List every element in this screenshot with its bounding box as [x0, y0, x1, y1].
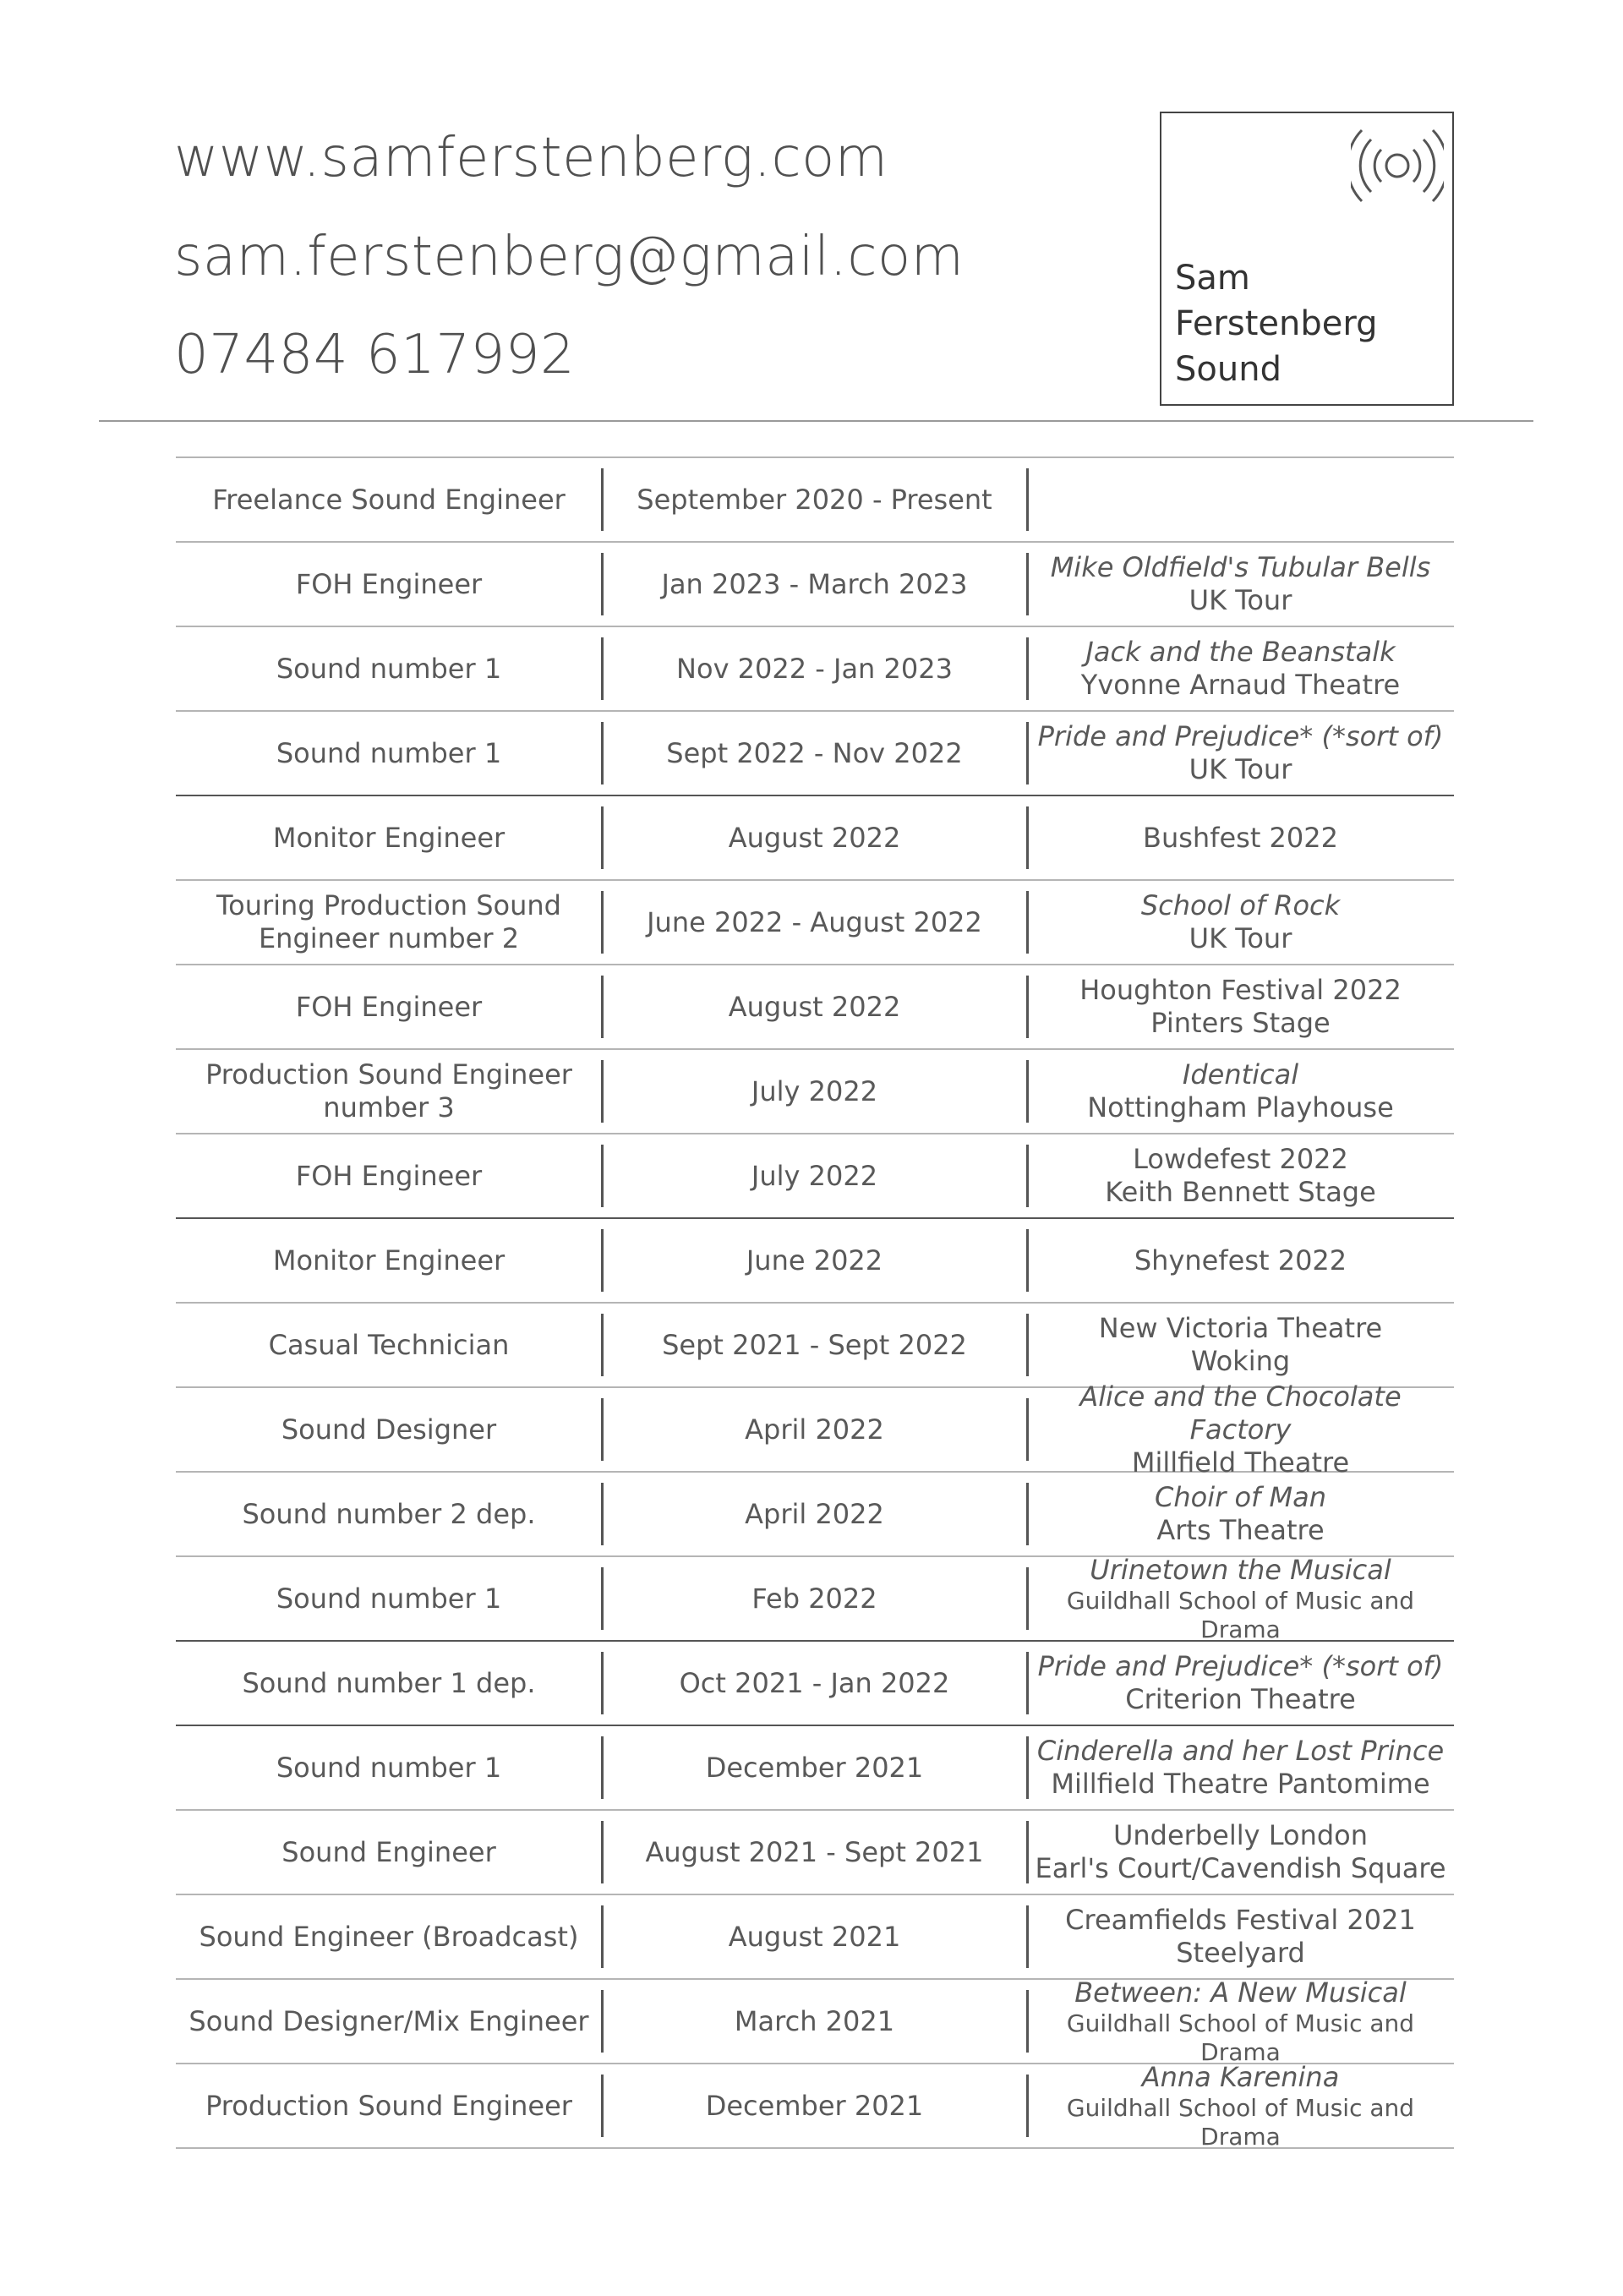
dates-cell: [602, 965, 1027, 1048]
production-cell: [1027, 1050, 1454, 1133]
website-url: www.samferstenberg.com: [174, 127, 888, 189]
broadcast-icon: [1351, 127, 1444, 211]
column-divider: [1026, 1229, 1029, 1292]
dates-text: December 2021: [705, 2089, 924, 2122]
table-row: [176, 1726, 1454, 1811]
table-row: [176, 1642, 1454, 1726]
production-cell: [1027, 627, 1454, 710]
role-text: FOH Engineer: [295, 567, 483, 600]
role-text: Sound Designer/Mix Engineer: [189, 2004, 589, 2037]
table-row: [176, 965, 1454, 1050]
role-cell: [176, 627, 602, 710]
column-divider: [601, 1736, 604, 1799]
column-divider: [601, 722, 604, 784]
venue-text: Arts Theatre: [1156, 1514, 1325, 1546]
dates-cell: [602, 1726, 1027, 1809]
logo-line: Sound: [1175, 350, 1281, 389]
role-text: Sound number 1: [276, 652, 502, 685]
production-cell: [1027, 712, 1454, 795]
column-divider: [601, 1229, 604, 1292]
column-divider: [601, 891, 604, 954]
column-divider: [601, 1483, 604, 1545]
role-cell: [176, 1304, 602, 1386]
dates-text: August 2022: [728, 821, 901, 854]
dates-text: Jan 2023 - March 2023: [661, 567, 968, 600]
column-divider: [1026, 1314, 1029, 1376]
role-text: Freelance Sound Engineer: [212, 483, 566, 516]
dates-text: Feb 2022: [751, 1582, 877, 1615]
dates-cell: [602, 2064, 1027, 2147]
table-row: [176, 1219, 1454, 1304]
production-title: Alice and the Chocolate Factory: [1079, 1380, 1402, 1446]
dates-text: September 2020 - Present: [637, 483, 992, 516]
venue-text: Keith Bennett Stage: [1105, 1176, 1376, 1208]
production-cell: [1027, 1976, 1454, 2066]
venue-text: Nottingham Playhouse: [1087, 1091, 1394, 1123]
dates-text: June 2022: [746, 1244, 883, 1276]
role-text: Sound number 1: [276, 1751, 502, 1784]
column-divider: [1026, 1398, 1029, 1461]
production-title: New Victoria Theatre: [1098, 1312, 1383, 1344]
role-text: number 3: [323, 1091, 455, 1123]
role-cell: [176, 1980, 602, 2063]
role-text: Sound Engineer: [281, 1835, 496, 1868]
venue-text: Guildhall School of Music and Drama: [1066, 1586, 1415, 1643]
dates-cell: [602, 1642, 1027, 1725]
dates-cell: [602, 1473, 1027, 1555]
column-divider: [601, 1398, 604, 1461]
dates-text: August 2022: [728, 990, 901, 1023]
dates-text: Sept 2021 - Sept 2022: [662, 1328, 967, 1361]
venue-text: Millfield Theatre: [1131, 1446, 1350, 1479]
role-cell: [176, 458, 602, 541]
column-divider: [601, 1145, 604, 1207]
venue-text: Earl's Court/Cavendish Square: [1035, 1852, 1446, 1884]
column-divider: [1026, 1145, 1029, 1207]
table-row: [176, 1380, 1454, 1479]
production-cell: [1027, 1380, 1454, 1479]
role-cell: [176, 1219, 602, 1302]
logo: [1160, 112, 1454, 406]
production-title: Houghton Festival 2022: [1079, 974, 1402, 1006]
logo-line: Sam: [1175, 259, 1250, 298]
table-row: [176, 1976, 1454, 2066]
dates-cell: [602, 1811, 1027, 1894]
production-cell: [1027, 1304, 1454, 1386]
venue-text: UK Tour: [1189, 584, 1292, 616]
column-divider: [601, 1652, 604, 1714]
production-cell: [1027, 881, 1454, 964]
venue-text: Millfield Theatre Pantomime: [1051, 1768, 1430, 1800]
venue-text: Criterion Theatre: [1125, 1683, 1356, 1715]
production-title: Urinetown the Musical: [1090, 1553, 1391, 1586]
role-text: Monitor Engineer: [272, 1244, 505, 1276]
role-cell: [176, 881, 602, 964]
production-cell: [1027, 2060, 1454, 2151]
table-row: [176, 1553, 1454, 1643]
production-title: Jack and the Beanstalk: [1085, 636, 1396, 668]
production-title: Mike Oldfield's Tubular Bells: [1050, 551, 1431, 583]
role-cell: [176, 965, 602, 1048]
column-divider: [601, 2075, 604, 2137]
dates-text: July 2022: [751, 1159, 878, 1192]
table-row: [176, 712, 1454, 796]
dates-cell: [602, 1557, 1027, 1640]
dates-text: April 2022: [745, 1497, 884, 1530]
table-row: [176, 1473, 1454, 1557]
production-cell: [1027, 796, 1454, 879]
column-divider: [1026, 468, 1029, 531]
production-title: Underbelly London: [1112, 1819, 1369, 1851]
dates-cell: [602, 543, 1027, 626]
table-row: [176, 1304, 1454, 1388]
production-cell: [1027, 1134, 1454, 1217]
column-divider: [1026, 1567, 1029, 1630]
header-divider: [99, 420, 1533, 422]
production-cell: [1027, 1553, 1454, 1643]
column-divider: [1026, 1821, 1029, 1883]
logo-line: Ferstenberg: [1175, 304, 1378, 343]
role-cell: [176, 796, 602, 879]
venue-text: UK Tour: [1189, 753, 1292, 785]
role-cell: [176, 1557, 602, 1640]
dates-text: August 2021 - Sept 2021: [645, 1835, 984, 1868]
production-title: Pride and Prejudice* (*sort of): [1037, 720, 1444, 752]
column-divider: [1026, 1652, 1029, 1714]
production-cell: [1027, 458, 1454, 541]
role-text: Touring Production Sound: [216, 889, 561, 921]
role-text: Monitor Engineer: [272, 821, 505, 854]
dates-cell: [602, 458, 1027, 541]
role-text: Sound Designer: [281, 1413, 497, 1446]
column-divider: [601, 468, 604, 531]
production-title: Pride and Prejudice* (*sort of): [1037, 1650, 1444, 1682]
role-text: Sound number 1 dep.: [242, 1666, 536, 1699]
production-cell: [1027, 965, 1454, 1048]
column-divider: [601, 1905, 604, 1968]
role-cell: [176, 1811, 602, 1894]
column-divider: [1026, 1990, 1029, 2053]
production-cell: [1027, 1726, 1454, 1809]
dates-cell: [602, 712, 1027, 795]
venue-text: Guildhall School of Music and Drama: [1066, 2009, 1415, 2066]
column-divider: [601, 1821, 604, 1883]
production-cell: [1027, 1811, 1454, 1894]
table-row: [176, 1895, 1454, 1980]
dates-cell: [602, 881, 1027, 964]
column-divider: [601, 553, 604, 615]
table-row: [176, 543, 1454, 627]
role-cell: [176, 712, 602, 795]
table-row: [176, 796, 1454, 881]
column-divider: [1026, 553, 1029, 615]
dates-cell: [602, 1980, 1027, 2063]
production-title: Choir of Man: [1155, 1481, 1326, 1513]
production-cell: [1027, 1642, 1454, 1725]
column-divider: [1026, 1736, 1029, 1799]
production-title: Bushfest 2022: [1143, 821, 1338, 854]
production-cell: [1027, 1473, 1454, 1555]
column-divider: [601, 1060, 604, 1123]
logo-text: [1175, 255, 1378, 392]
column-divider: [601, 1990, 604, 2053]
production-title: Lowdefest 2022: [1133, 1143, 1348, 1175]
role-text: Casual Technician: [268, 1328, 510, 1361]
column-divider: [1026, 1905, 1029, 1968]
phone-number: 07484 617992: [174, 324, 576, 386]
role-cell: [176, 543, 602, 626]
dates-cell: [602, 1134, 1027, 1217]
dates-cell: [602, 1895, 1027, 1978]
column-divider: [1026, 1060, 1029, 1123]
dates-text: Oct 2021 - Jan 2022: [679, 1666, 950, 1699]
production-title: Creamfields Festival 2021: [1065, 1904, 1416, 1936]
column-divider: [1026, 2075, 1029, 2137]
dates-text: July 2022: [751, 1074, 878, 1107]
column-divider: [601, 1314, 604, 1376]
production-title: Between: A New Musical: [1074, 1976, 1407, 2009]
role-cell: [176, 1388, 602, 1471]
role-cell: [176, 1726, 602, 1809]
table-row: [176, 1811, 1454, 1895]
column-divider: [1026, 976, 1029, 1038]
dates-text: April 2022: [745, 1413, 884, 1446]
table-row: [176, 2060, 1454, 2151]
dates-text: June 2022 - August 2022: [647, 905, 982, 938]
production-cell: [1027, 1895, 1454, 1978]
role-cell: [176, 1134, 602, 1217]
role-text: Production Sound Engineer: [205, 1058, 572, 1091]
production-cell: [1027, 1219, 1454, 1302]
production-title: Shynefest 2022: [1134, 1244, 1347, 1276]
table-row: [176, 458, 1454, 543]
role-cell: [176, 1895, 602, 1978]
role-text: Production Sound Engineer: [205, 2089, 572, 2122]
dates-text: August 2021: [728, 1920, 901, 1953]
role-text: FOH Engineer: [295, 990, 483, 1023]
dates-cell: [602, 1050, 1027, 1133]
production-title: Anna Karenina: [1141, 2060, 1340, 2093]
venue-text: Pinters Stage: [1150, 1007, 1331, 1039]
role-text: Sound number 1: [276, 736, 502, 769]
role-text: Engineer number 2: [258, 922, 520, 954]
dates-text: December 2021: [705, 1751, 924, 1784]
venue-text: Guildhall School of Music and Drama: [1066, 2093, 1415, 2151]
dates-cell: [602, 1388, 1027, 1471]
column-divider: [601, 1567, 604, 1630]
production-title: School of Rock: [1140, 889, 1341, 921]
credits-table: [176, 456, 1454, 2149]
role-cell: [176, 2064, 602, 2147]
table-row: [176, 1050, 1454, 1134]
dates-cell: [602, 1304, 1027, 1386]
column-divider: [601, 637, 604, 700]
table-row: [176, 1134, 1454, 1219]
table-row: [176, 627, 1454, 712]
role-text: FOH Engineer: [295, 1159, 483, 1192]
role-cell: [176, 1050, 602, 1133]
dates-text: March 2021: [734, 2004, 895, 2037]
column-divider: [601, 806, 604, 869]
dates-cell: [602, 1219, 1027, 1302]
venue-text: Steelyard: [1176, 1937, 1305, 1969]
production-title: Cinderella and her Lost Prince: [1036, 1735, 1445, 1767]
column-divider: [601, 976, 604, 1038]
table-row: [176, 881, 1454, 965]
column-divider: [1026, 891, 1029, 954]
venue-text: UK Tour: [1189, 922, 1292, 954]
production-cell: [1027, 543, 1454, 626]
column-divider: [1026, 722, 1029, 784]
column-divider: [1026, 637, 1029, 700]
production-title: Identical: [1182, 1058, 1299, 1091]
dates-text: Sept 2022 - Nov 2022: [666, 736, 963, 769]
dates-cell: [602, 627, 1027, 710]
venue-text: Yvonne Arnaud Theatre: [1080, 669, 1401, 701]
role-cell: [176, 1473, 602, 1555]
dates-cell: [602, 796, 1027, 879]
role-text: Sound Engineer (Broadcast): [199, 1920, 579, 1953]
email-address: sam.ferstenberg@gmail.com: [174, 226, 965, 288]
role-cell: [176, 1642, 602, 1725]
column-divider: [1026, 1483, 1029, 1545]
role-text: Sound number 2 dep.: [242, 1497, 536, 1530]
venue-text: Woking: [1190, 1345, 1291, 1377]
dates-text: Nov 2022 - Jan 2023: [676, 652, 953, 685]
column-divider: [1026, 806, 1029, 869]
role-text: Sound number 1: [276, 1582, 502, 1615]
